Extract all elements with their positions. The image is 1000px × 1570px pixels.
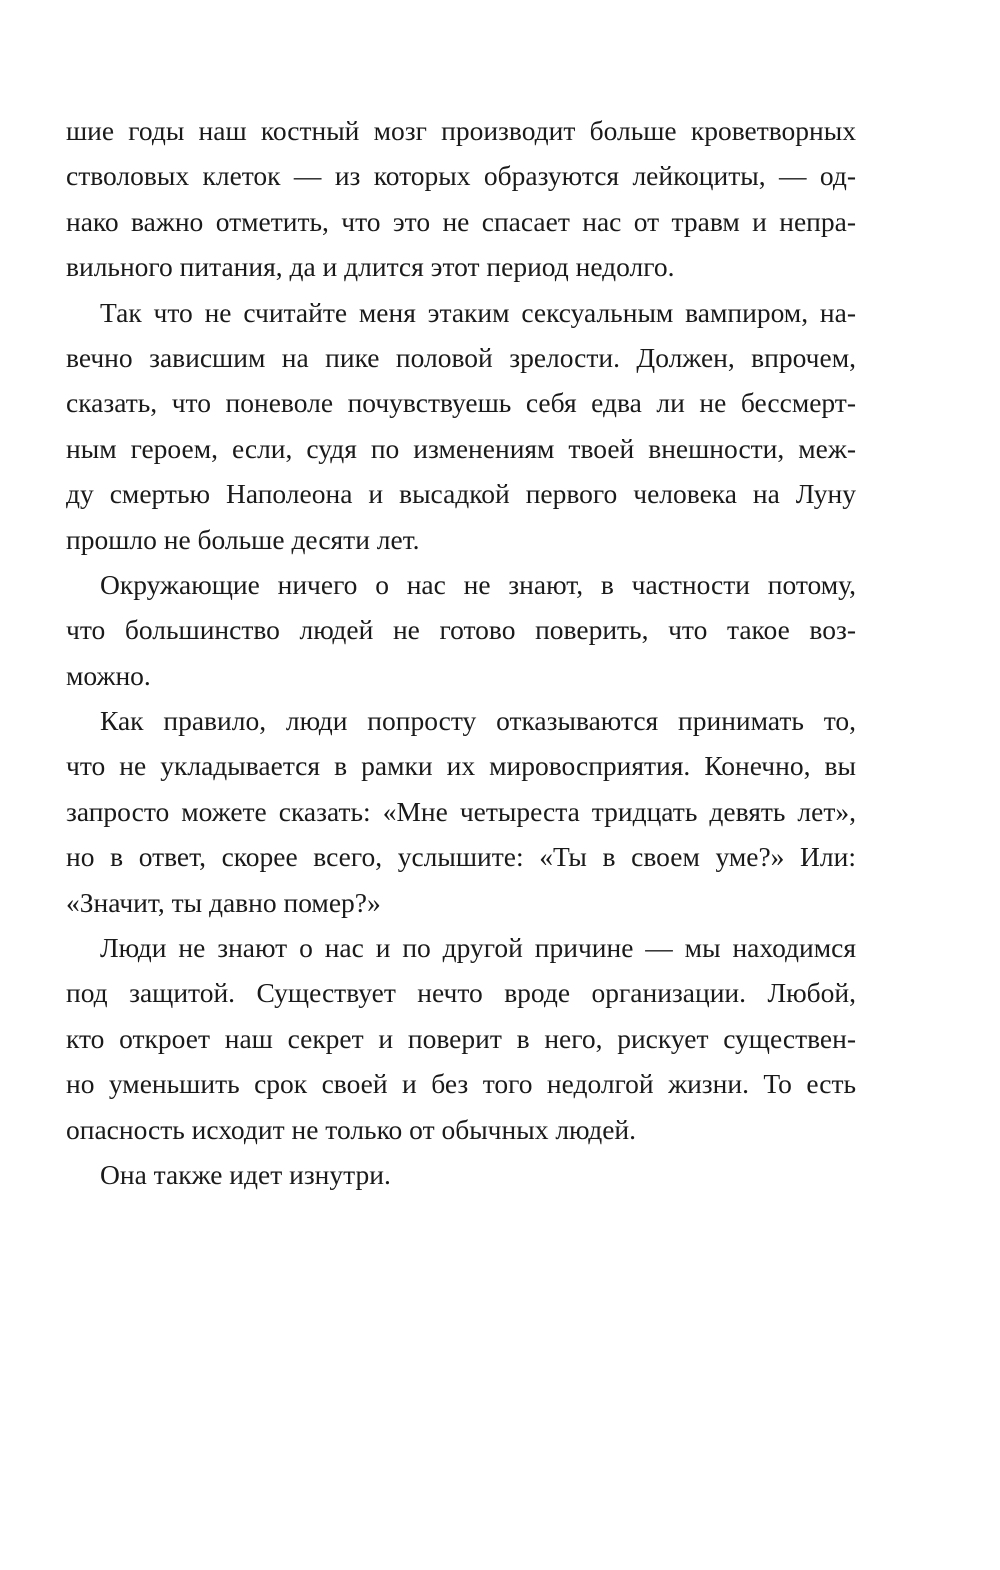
text-line: но в ответ, скорее всего, услышите: «Ты в своем уме?» Или: <box>66 841 856 873</box>
text-line: стволовых клеток — из которых образуются лейкоциты, — од- <box>66 160 856 192</box>
text-line: что не укладывается в рамки их мировосприятия. Конечно, вы <box>66 750 856 782</box>
text-line: Так что не считайте меня этаким сексуальным вампиром, на- <box>100 296 856 328</box>
text-line: нако важно отметить, что это не спасает нас от травм и непра- <box>66 205 856 237</box>
text-line: Она также идет изнутри. <box>100 1158 391 1190</box>
text-line: запросто можете сказать: «Мне четыреста тридцать девять лет», <box>66 795 856 827</box>
text-line: Как правило, люди попросту отказываются принимать то, <box>100 705 856 737</box>
text-line: кто откроет наш секрет и поверит в него, рискует существен- <box>66 1022 856 1054</box>
text-line: ду смертью Наполеона и высадкой первого человека на Луну <box>66 478 856 510</box>
text-line: Окружающие ничего о нас не знают, в частности потому, <box>100 568 856 600</box>
paragraph-5 <box>66 925 856 1152</box>
text-line: «Значит, ты давно помер?» <box>66 886 381 918</box>
text-line: что большинство людей не готово поверить, что такое воз- <box>66 614 856 646</box>
text-line: шие годы наш костный мозг производит больше кроветворных <box>66 115 856 146</box>
text-line: вечно зависшим на пике половой зрелости. Должен, впрочем, <box>66 341 856 373</box>
paragraph-1 <box>66 108 856 290</box>
text-line: Люди не знают о нас и по другой причине — мы находимся <box>100 932 856 964</box>
text-line: опасность исходит не только от обычных людей. <box>66 1113 636 1145</box>
text-line: прошло не больше десяти лет. <box>66 523 420 555</box>
text-line: но уменьшить срок своей и без того недолгой жизни. То есть <box>66 1068 856 1100</box>
text-line: под защитой. Существует нечто вроде организации. Любой, <box>66 977 856 1009</box>
paragraph-6 <box>66 1152 856 1197</box>
paragraph-2 <box>66 290 856 562</box>
paragraph-3 <box>66 562 856 698</box>
text-line: можно. <box>66 659 151 691</box>
paragraph-4 <box>66 698 856 925</box>
body-text <box>66 108 856 1197</box>
text-line: сказать, что поневоле почувствуешь себя едва ли не бессмерт- <box>66 387 856 419</box>
text-line: ным героем, если, судя по изменениям твоей внешности, меж- <box>66 432 856 464</box>
text-line: вильного питания, да и длится этот период недолго. <box>66 251 675 283</box>
